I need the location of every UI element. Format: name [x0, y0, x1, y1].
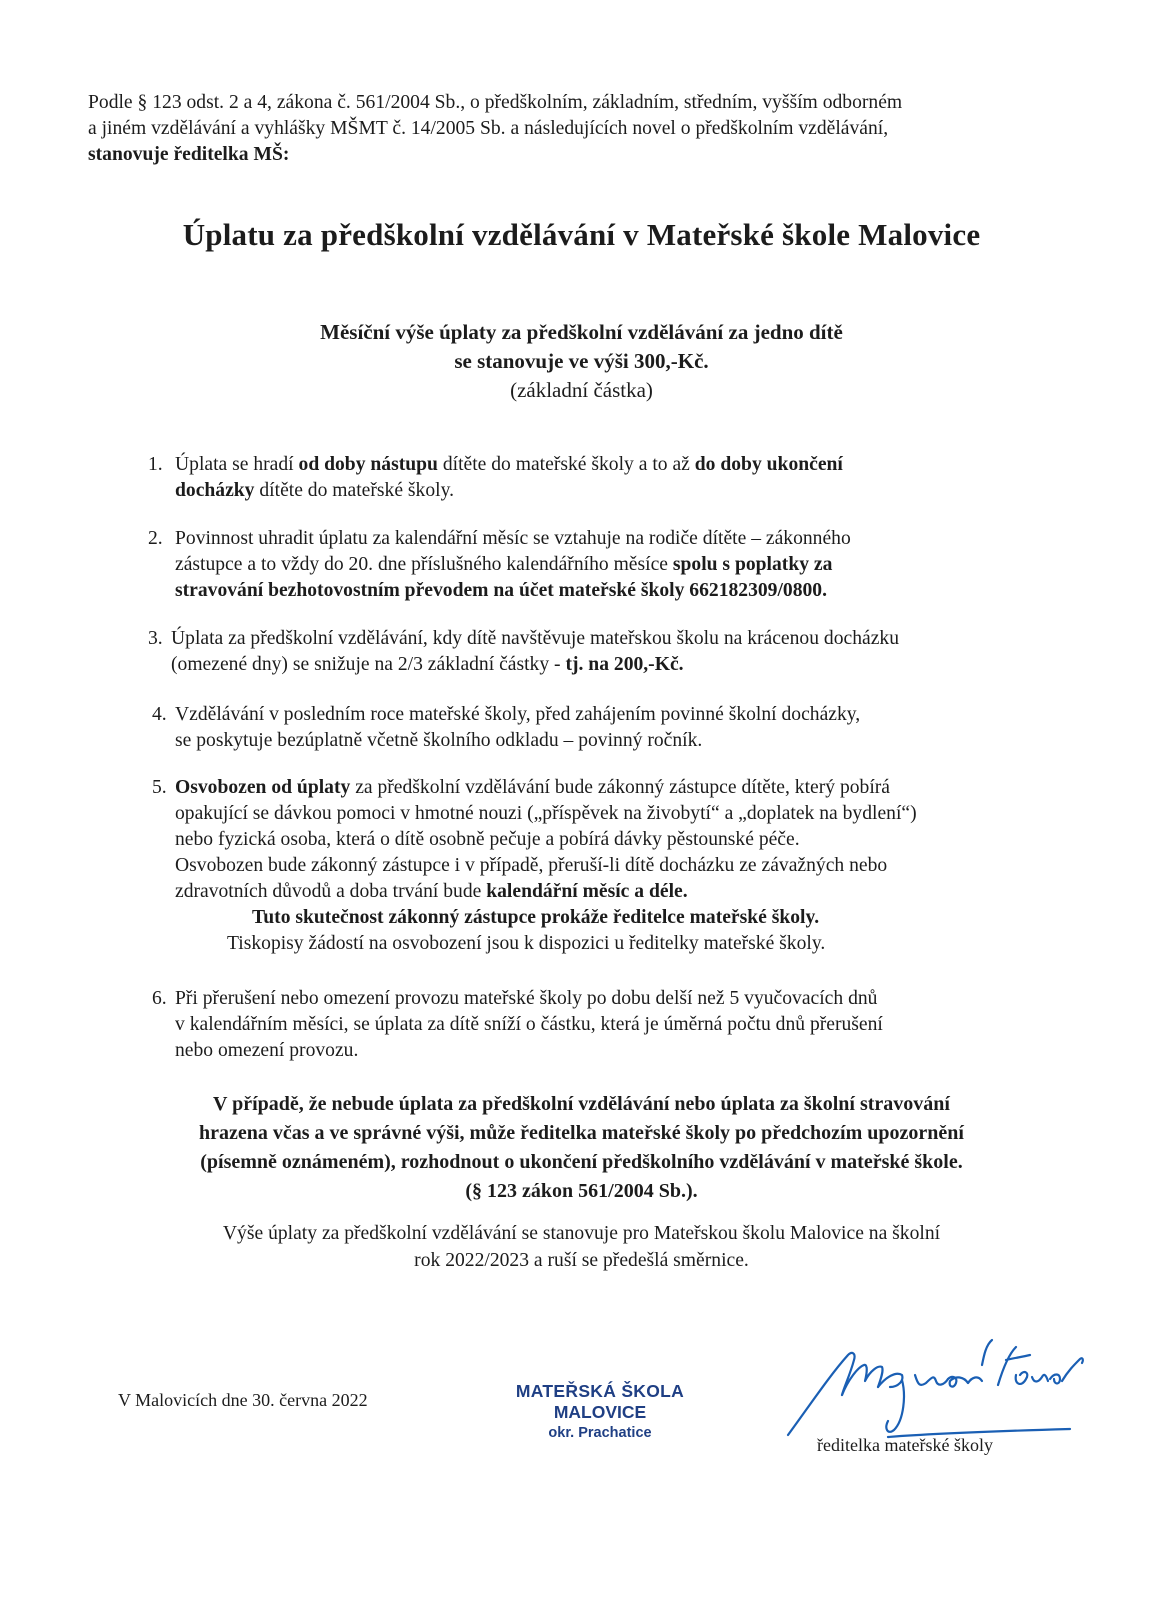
item-1-bold-c: docházky — [175, 480, 255, 501]
stamp-line-1: MATEŘSKÁ ŠKOLA — [515, 1381, 685, 1401]
list-item-number: 3. — [148, 628, 163, 649]
item-6-line-3: nebo omezení provozu. — [175, 1040, 359, 1061]
item-4-line-1: Vzdělávání v posledním roce mateřské školy, před zahájením povinné školní docházky, — [175, 704, 861, 725]
item-5-line-4: Osvobozen bude zákonný zástupce i v případě, přeruší-li dítě docházku ze závažných nebo — [175, 855, 888, 876]
fee-headline — [0, 318, 1163, 405]
place-date: V Malovicích dne 30. června 2022 — [118, 1390, 368, 1410]
intro-paragraph — [88, 90, 1078, 168]
list-item-number: 4. — [152, 704, 167, 725]
item-1-text-a: Úplata se hradí — [175, 454, 299, 475]
list-item-text — [175, 526, 1075, 604]
handwritten-signature — [770, 1325, 1100, 1450]
intro-line-1: Podle § 123 odst. 2 a 4, zákona č. 561/2004 Sb., o předškolním, základním, středním, vyšším odborném — [88, 92, 903, 113]
item-6-line-1: Při přerušení nebo omezení provozu mateřské školy po dobu delší než 5 vyučovacích dnů — [175, 988, 878, 1009]
item-5-bold-b: kalendářní měsíc a déle. — [486, 881, 688, 902]
list-item-5 — [152, 775, 1082, 961]
stamp-line-3: okr. Prachatice — [548, 1425, 652, 1441]
stamp-line-2: MALOVICE — [553, 1402, 647, 1422]
list-item-3 — [148, 626, 1078, 678]
school-stamp — [500, 1381, 700, 1443]
list-item-text — [175, 986, 1075, 1064]
intro-line-3 — [88, 142, 1078, 168]
fee-headline-line-1: Měsíční výše úplaty za předškolní vzdělávání za jedno dítě — [320, 320, 843, 344]
item-5-line-5 — [175, 879, 1080, 905]
signatory-role: ředitelka mateřské školy — [817, 1435, 993, 1455]
item-3-bold-a: tj. na 200,-Kč. — [565, 654, 684, 675]
warning-line-2: hrazena včas a ve správné výši, může ředitelka mateřské školy po předchozím upozornění — [199, 1122, 964, 1144]
warning-line-4: (§ 123 zákon 561/2004 Sb.). — [465, 1180, 698, 1202]
item-6-line-2: v kalendářním měsíci, se úplata za dítě sníží o částku, která je úměrná počtu dnů přerušení — [175, 1014, 883, 1035]
item-1-bold-a: od doby nástupu — [298, 454, 438, 475]
warning-line-1: V případě, že nebude úplata za předškolní vzdělávání nebo úplata za školní stravování — [213, 1093, 950, 1115]
item-3-text-a: (omezené dny) se snižuje na 2/3 základní částky - — [171, 654, 566, 675]
intro-line-3-bold: stanovuje ředitelka MŠ: — [88, 144, 290, 165]
list-item-text — [175, 775, 1080, 957]
item-5-line-2: opakující se dávkou pomoci v hmotné nouzi („příspěvek na živobytí“ a „doplatek na bydlení“) — [175, 803, 917, 824]
intro-line-2: a jiném vzdělávání a vyhlášky MŠMT č. 14/2005 Sb. a následujících novel o předškolním vzdělávání, — [88, 118, 889, 139]
item-2-bold-b: stravování bezhotovostním převodem na účet mateřské školy 662182309/0800. — [175, 580, 827, 601]
fee-headline-line-3: (základní částka) — [510, 378, 653, 402]
list-item-number: 2. — [148, 528, 163, 549]
item-1-bold-b: do doby ukončení — [694, 454, 843, 475]
list-item-1 — [148, 452, 1078, 504]
item-4-line-2: se poskytuje bezúplatně včetně školního odkladu – povinný ročník. — [175, 730, 703, 751]
item-5-line-7: Tiskopisy žádostí na osvobození jsou k dispozici u ředitelky mateřské školy. — [227, 933, 826, 954]
item-2-text-a: zástupce a to vždy do 20. dne příslušného kalendářního měsíce — [175, 554, 673, 575]
validity-line-1: Výše úplaty za předškolní vzdělávání se stanovuje pro Mateřskou školu Malovice na školní — [222, 1223, 941, 1244]
warning-paragraph — [0, 1090, 1163, 1206]
list-item-number: 5. — [152, 777, 167, 798]
item-2-line-3 — [175, 578, 1075, 604]
list-item-6 — [152, 986, 1082, 1064]
validity-paragraph — [0, 1220, 1163, 1274]
item-3-line-2 — [171, 652, 1071, 678]
list-item-4 — [152, 702, 1082, 754]
item-3-line-1: Úplata za předškolní vzdělávání, kdy dítě navštěvuje mateřskou školu na krácenou docházku — [171, 628, 899, 649]
item-5-bold-a: Osvobozen od úplaty — [175, 777, 351, 798]
item-5-line-6 — [175, 905, 1080, 931]
list-item-text — [175, 702, 1075, 754]
item-5-bold-c: Tuto skutečnost zákonný zástupce prokáže ředitelce mateřské školy. — [252, 907, 820, 928]
fee-headline-line-2: se stanovuje ve výši 300,-Kč. — [454, 349, 709, 373]
item-1-text-b: dítěte do mateřské školy a to až — [437, 454, 695, 475]
item-2-bold-a: spolu s poplatky za — [672, 554, 833, 575]
item-2-line-1: Povinnost uhradit úplatu za kalendářní měsíc se vztahuje na rodiče dítěte – zákonného — [175, 528, 851, 549]
list-item-number: 6. — [152, 988, 167, 1009]
item-1-line-1 — [175, 452, 1075, 478]
validity-line-2: rok 2022/2023 a ruší se předešlá směrnice. — [414, 1250, 749, 1271]
item-5-text-a: za předškolní vzdělávání bude zákonný zástupce dítěte, který pobírá — [350, 777, 891, 798]
document-title: Úplatu za předškolní vzdělávání v Mateřské škole Malovice — [182, 217, 981, 252]
item-5-line-3: nebo fyzická osoba, která o dítě osobně pečuje a pobírá dávky pěstounské péče. — [175, 829, 800, 850]
item-5-text-b: zdravotních důvodů a doba trvání bude — [175, 881, 487, 902]
item-1-line-2 — [175, 478, 1075, 504]
item-5-line-1 — [175, 775, 1080, 801]
list-item-number: 1. — [148, 454, 163, 475]
list-item-2 — [148, 526, 1078, 604]
list-item-text — [171, 626, 1071, 678]
warning-line-3: (písemně oznámeném), rozhodnout o ukončení předškolního vzdělávání v mateřské škole. — [200, 1151, 963, 1173]
item-2-line-2 — [175, 552, 1075, 578]
item-1-text-c: dítěte do mateřské školy. — [254, 480, 454, 501]
list-item-text — [175, 452, 1075, 504]
